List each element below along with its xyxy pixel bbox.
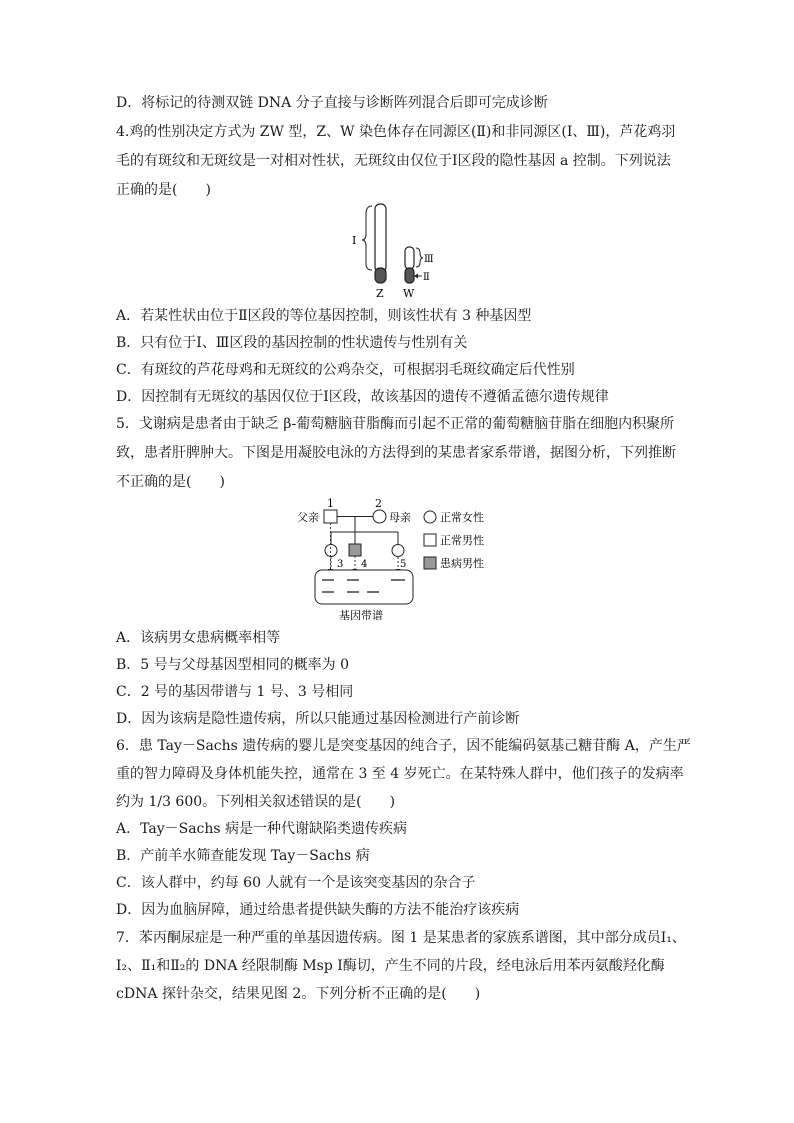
gel-caption: 基因带谱 xyxy=(339,609,383,622)
pedigree-gel-figure xyxy=(295,494,505,624)
q6-option-d: D．因为血脑屏障，通过给患者提供缺失酶的方法不能治疗该疾病 xyxy=(116,902,520,918)
mother-circle xyxy=(373,510,386,523)
pedigree-number-5: 5 xyxy=(400,559,407,570)
legend-affected-icon xyxy=(424,557,436,569)
legend-affected-label: 患病男性 xyxy=(440,557,484,570)
q6-option-b: B．产前羊水筛查能发现 Tay－Sachs 病 xyxy=(116,848,370,864)
father-square xyxy=(324,510,337,523)
w-chromosome-homologous-region xyxy=(405,268,414,283)
pedigree-number-2: 2 xyxy=(375,497,382,510)
q5-stem-line-2: 致，患者肝脾肿大。下图是用凝胶电泳的方法得到的某患者家系带谱，据图分析，下列推断 xyxy=(116,445,676,461)
region-i-brace xyxy=(362,206,372,270)
q4-stem-line-2: 毛的有斑纹和无斑纹是一对相对性状，无斑纹由仅位于Ⅰ区段的隐性基因 a 控制。下列说法 xyxy=(116,153,671,169)
legend-male-label: 正常男性 xyxy=(440,534,484,547)
q6-stem-line-3: 约为 1/3 600。下列相关叙述错误的是( ) xyxy=(116,794,396,810)
pedigree-number-3: 3 xyxy=(337,559,344,570)
q5-option-c: C．2 号的基因带谱与 1 号、3 号相同 xyxy=(116,684,354,700)
gel-box xyxy=(315,570,413,604)
z-chromosome-upper xyxy=(375,204,386,272)
q4-stem-line-1: 4.鸡的性别决定方式为 ZW 型，Z、W 染色体存在同源区(Ⅱ)和非同源区(Ⅰ、Ⅲ)，芦花鸡羽 xyxy=(116,124,676,140)
label-region-i: Ⅰ xyxy=(352,234,357,247)
pedigree-number-1: 1 xyxy=(327,497,334,510)
q5-option-d: D．因为该病是隐性遗传病，所以只能通过基因检测进行产前诊断 xyxy=(116,711,520,727)
q5-option-b: B．5 号与父母基因型相同的概率为 0 xyxy=(116,657,350,673)
q4-option-c: C．有斑纹的芦花母鸡和无斑纹的公鸡杂交，可根据羽毛斑纹确定后代性别 xyxy=(116,362,575,378)
child-5-circle xyxy=(392,545,404,557)
child-4-affected-square xyxy=(349,544,361,556)
q7-stem-line-3: cDNA 探针杂交，结果见图 2。下列分析不正确的是( ) xyxy=(116,986,481,1002)
pedigree-number-4: 4 xyxy=(361,559,368,570)
q5-stem-line-3: 不正确的是( ) xyxy=(116,474,225,490)
mother-label: 母亲 xyxy=(389,511,411,524)
legend-female-label: 正常女性 xyxy=(440,511,484,524)
legend-male-icon xyxy=(424,534,436,546)
q4-stem-line-3: 正确的是( ) xyxy=(116,182,211,198)
label-region-ii: Ⅱ xyxy=(423,272,430,283)
q4-option-b: B．只有位于Ⅰ、Ⅲ区段的基因控制的性状遗传与性别有关 xyxy=(116,335,468,351)
z-chromosome-homologous-region xyxy=(375,268,386,283)
label-w: W xyxy=(403,287,415,300)
legend-female-icon xyxy=(424,511,436,523)
q6-option-c: C．该人群中，约每 60 人就有一个是该突变基因的杂合子 xyxy=(116,875,476,891)
q4-option-d: D．因控制有无斑纹的基因仅位于Ⅰ区段，故该基因的遗传不遵循孟德尔遗传规律 xyxy=(116,389,609,405)
q6-stem-line-1: 6．患 Tay－Sachs 遗传病的婴儿是突变基因的纯合子，因不能编码氨基己糖苷酶 A，产生严 xyxy=(116,738,691,754)
q4-option-a: A．若某性状由位于Ⅱ区段的等位基因控制，则该性状有 3 种基因型 xyxy=(116,308,532,324)
q5-stem-line-1: 5．戈谢病是患者由于缺乏 β-葡萄糖脑苷脂酶而引起不正常的葡萄糖脑苷脂在细胞内积聚所 xyxy=(116,416,675,432)
q6-option-a: A．Tay－Sachs 病是一种代谢缺陷类遗传疾病 xyxy=(116,821,408,837)
child-3-circle xyxy=(325,545,337,557)
q5-option-a: A．该病男女患病概率相等 xyxy=(116,630,281,646)
label-region-iii: Ⅲ xyxy=(424,254,434,265)
region-iii-brace xyxy=(416,248,423,267)
zw-chromosome-figure xyxy=(350,200,450,302)
q3-option-d: D．将标记的待测双链 DNA 分子直接与诊断阵列混合后即可完成诊断 xyxy=(116,95,548,111)
q6-stem-line-2: 重的智力障碍及身体机能失控，通常在 3 至 4 岁死亡。在某特殊人群中，他们孩子的发病率 xyxy=(116,766,684,782)
w-chromosome-upper xyxy=(405,247,414,269)
region-ii-arrowhead xyxy=(414,274,418,279)
q7-stem-line-1: 7．苯丙酮尿症是一种严重的单基因遗传病。图 1 是某患者的家族系谱图，其中部分成员Ⅰ₁、 xyxy=(116,930,686,946)
q7-stem-line-2: Ⅰ₂、Ⅱ₁和Ⅱ₂的 DNA 经限制酶 Msp Ⅰ酶切，产生不同的片段，经电泳后用苯丙氨酸羟化酶 xyxy=(116,958,665,974)
father-label: 父亲 xyxy=(297,511,319,524)
label-z: Z xyxy=(376,287,384,300)
